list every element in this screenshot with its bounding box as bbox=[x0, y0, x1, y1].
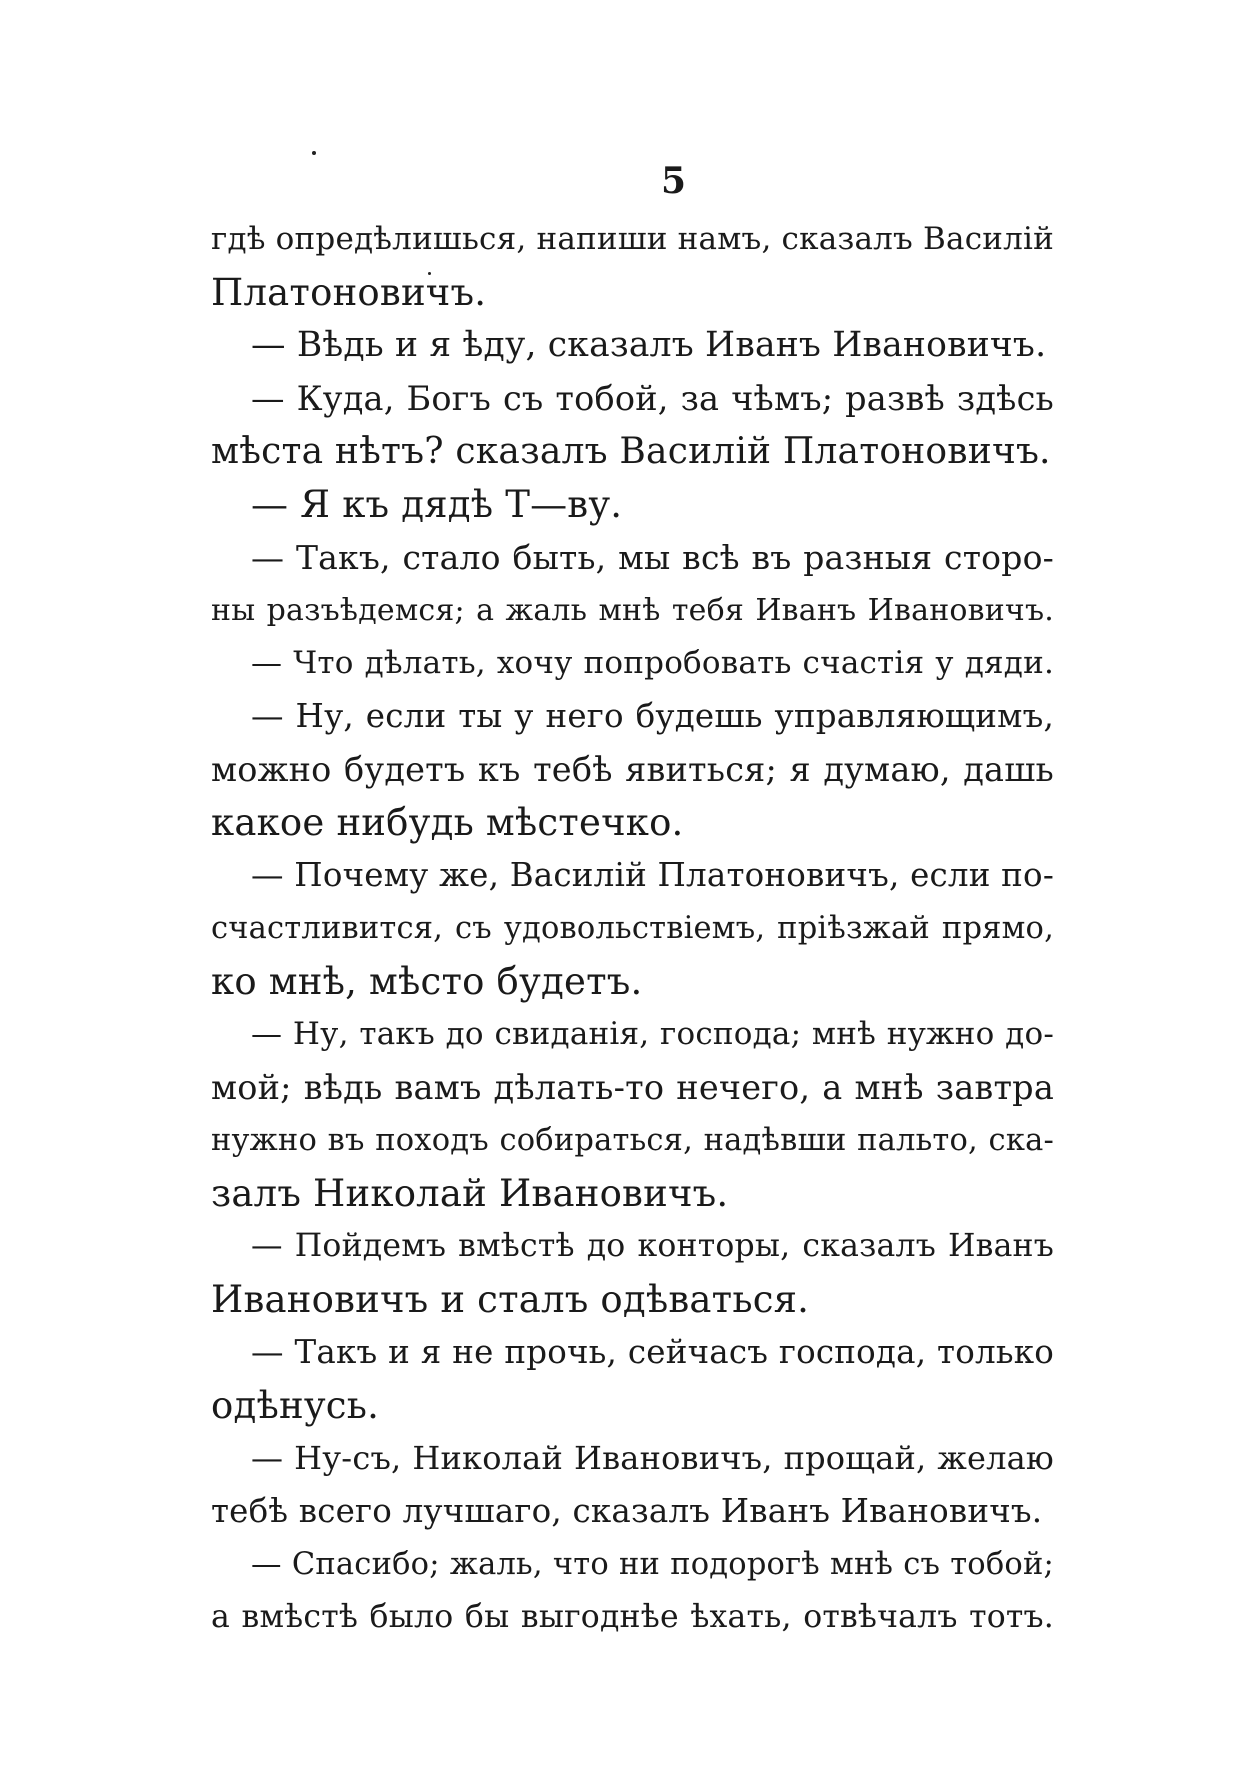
text-line: какое нибудь мѣстечко. bbox=[211, 801, 684, 844]
text-line: — Пойдемъ вмѣстѣ до конторы, сказалъ Иванъ bbox=[251, 1228, 1054, 1264]
text-line: — Что дѣлать, хочу попробовать счастія у дяди. bbox=[251, 645, 1054, 681]
text-line: Ивановичъ и сталъ одѣваться. bbox=[211, 1278, 810, 1321]
text-line: одѣнусь. bbox=[211, 1384, 380, 1427]
text-line: мѣста нѣтъ? сказалъ Василій Платоновичъ. bbox=[211, 431, 1051, 472]
text-line: а вмѣстѣ было бы выгоднѣе ѣхать, отвѣчалъ тотъ. bbox=[211, 1599, 1054, 1635]
text-line: — Почему же, Василій Платоновичъ, если по- bbox=[251, 856, 1054, 894]
text-line: счастливится, съ удовольствіемъ, пріѣзжай прямо, bbox=[211, 911, 1054, 946]
text-line: нужно въ походъ собираться, надѣвши пальто, ска- bbox=[211, 1123, 1054, 1158]
ink-speck bbox=[312, 151, 316, 155]
body-text bbox=[211, 213, 1054, 1644]
text-line: гдѣ опредѣлишься, напиши намъ, сказалъ Василій bbox=[211, 221, 1054, 257]
page-number: 5 bbox=[660, 160, 687, 202]
text-line: Платоновичъ. bbox=[211, 271, 487, 314]
text-line: залъ Николай Ивановичъ. bbox=[211, 1172, 729, 1215]
text-line: тебѣ всего лучшаго, сказалъ Иванъ Ивановичъ. bbox=[211, 1492, 1043, 1530]
text-line: можно будетъ къ тебѣ явиться; я думаю, дашь bbox=[211, 750, 1054, 789]
text-line: — Ну, если ты у него будешь управляющимъ, bbox=[251, 697, 1054, 735]
text-line: — Такъ, стало быть, мы всѣ въ разныя сторо- bbox=[251, 538, 1054, 577]
text-line: — Куда, Богъ съ тобой, за чѣмъ; развѣ здѣсь bbox=[251, 379, 1054, 418]
text-line: — Ну, такъ до свиданія, господа; мнѣ нужно до- bbox=[251, 1016, 1054, 1052]
text-line: — Вѣдь и я ѣду, сказалъ Иванъ Ивановичъ. bbox=[251, 325, 1047, 365]
text-line: — Спасибо; жаль, что ни подорогѣ мнѣ съ тобой; bbox=[251, 1547, 1054, 1582]
text-line: — Такъ и я не прочь, сейчасъ господа, только bbox=[251, 1333, 1054, 1371]
text-line: мой; вѣдь вамъ дѣлать-то нечего, а мнѣ завтра bbox=[211, 1068, 1054, 1107]
text-line: — Ну-съ, Николай Ивановичъ, прощай, желаю bbox=[251, 1439, 1054, 1477]
text-line: ны разъѣдемся; а жаль мнѣ тебя Иванъ Ивановичъ. bbox=[211, 593, 1054, 628]
text-line: ко мнѣ, мѣсто будетъ. bbox=[211, 960, 643, 1003]
text-line: — Я къ дядѣ Т—ву. bbox=[251, 483, 623, 526]
